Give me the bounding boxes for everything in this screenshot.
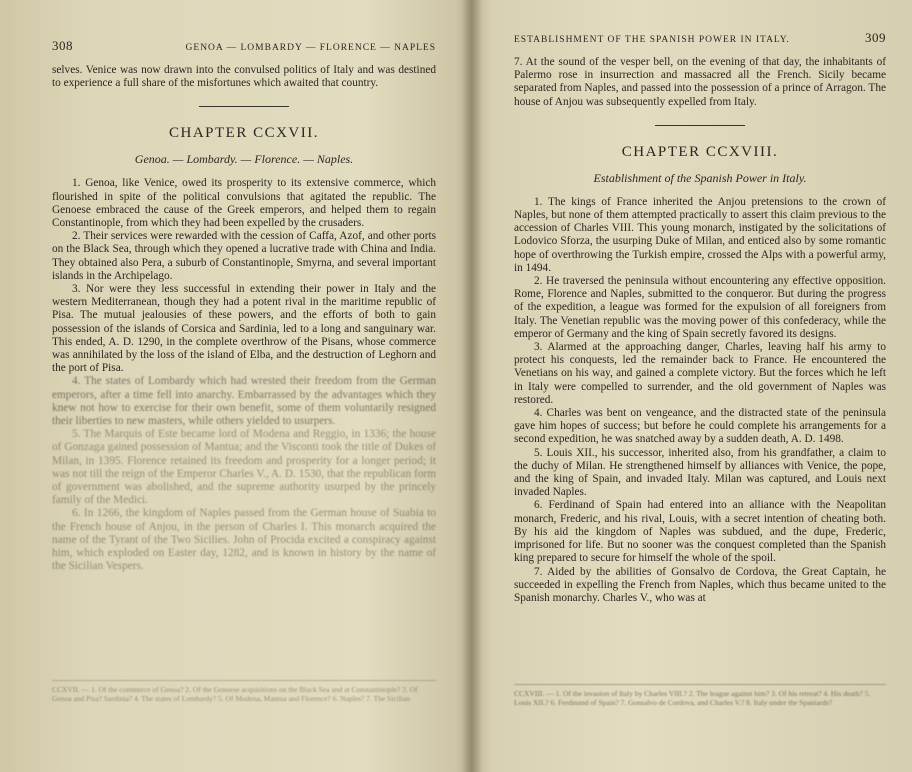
paragraph: 1. Genoa, like Venice, owed its prosperity to its extensive commerce, which flourished in spite of the political convulsions that agitated the republic. The Genoese embraced the cause of the Greek emperors, and helped them to regain Constantinople, from which they had been expelled by the crusaders. <box>52 177 436 230</box>
paragraph: 2. He traversed the peninsula without encountering any effective opposition. Rome, Florence and Naples, submitted to the conqueror. But during the progress of the expedition, a league was formed for the expulsion of all foreigners from Italy. The Venetian republic was the moving power of this confederacy, while the emperor of Germany and the king of Spain secretly favored its designs. <box>514 275 886 340</box>
right-running-title: ESTABLISHMENT OF THE SPANISH POWER IN ITALY. <box>514 35 790 45</box>
paragraph: 3. Alarmed at the approaching danger, Charles, leaving half his army to protect his conquests, led the remainder back to France. He encountered the Venetians on his way, and gained a complete victory. But the forces which he left in Italy were compelled to surrender, and the old government of Naples was restored. <box>514 341 886 406</box>
left-carry-over-text: selves. Venice was now drawn into the convulsed politics of Italy and was destined to experience a full share of the misfortunes which awaited that country. <box>52 64 436 90</box>
left-page-number: 308 <box>52 38 73 53</box>
right-chapter-heading: CHAPTER CCXVIII. <box>621 143 779 160</box>
right-running-head <box>514 30 886 46</box>
paragraph: 5. Louis XII., his successor, inherited also, from his grandfather, a claim to the duchy of Milan. He strengthened himself by alliances with Venice, the pope, and the king of Spain, and invaded Italy. Milan was captured, and Louis next invaded Naples. <box>514 446 886 499</box>
paragraph: 7. Aided by the abilities of Gonsalvo de Cordova, the Great Captain, he succeeded in expelling the French from Naples, which thus became united to the Spanish monarchy. Charles V., who was at <box>514 565 886 604</box>
paragraph: 3. Nor were they less successful in extending their power in Italy and the western Mediterranean, though they had a potent rival in the maritime republic of Pisa. The mutual jealousies of these powers, and the efforts of both to gain possession of the islands of Corsica and Sardinia, led to a long and sanguinary war. This ended, A. D. 1290, in the complete overthrow of the Pisans, whose commerce was annihilated by the loss of the island of Elba, and the destruction of Leghorn and the port of Pisa. <box>52 283 436 375</box>
paragraph: 6. Ferdinand of Spain had entered into an alliance with the Neapolitan monarch, Frederic, and his rival, Louis, with a secret intention of cheating both. By his aid the kingdom of Naples was subdued, and the dupe, Frederic, imprisoned for life. But no sooner was the conquest completed than the Spanish king prepared to secure for himself the whole of the spoil. <box>514 499 886 565</box>
paragraph: 4. Charles was bent on vengeance, and the distracted state of the peninsula gave him hopes of success; but before he could complete his arrangements for a second expedition, he was snatched away by a sudden death, A. D. 1498. <box>514 407 886 446</box>
paragraph: 1. The kings of France inherited the Anjou pretensions to the crown of Naples, but none of them attempted practically to assert this claim previous to the accession of Charles VIII. This young monarch, instigated by the solicitations of Lodovico Sforza, the usurping Duke of Milan, and enticed also by some romantic hope of overthrowing the Turkish empire, crossed the Alps with a powerful army, in 1494. <box>514 195 886 274</box>
right-chapter-subtitle: Establishment of the Spanish Power in Italy. <box>593 170 807 185</box>
right-carry-over-text: 7. At the sound of the vesper bell, on the evening of that day, the inhabitants of Palermo rose in insurrection and massacred all the French. Sicily became separated from Naples, and passed into the possession of a prince of Arragon. The house of Anjou was subsequently expelled from Italy. <box>514 56 886 108</box>
left-running-title: GENOA — LOMBARDY — FLORENCE — NAPLES <box>185 43 436 53</box>
left-running-head <box>52 38 436 54</box>
paragraph: 6. In 1266, the kingdom of Naples passed from the German house of Suabia to the French house of Anjou, in the person of Charles I. This monarch acquired the name of the Tyrant of the Two Sicilies. John of Procida excited a conspiracy against him, which exploded on Easter day, 1282, and is known in history by the name of the Sicilian Vespers. <box>52 507 436 573</box>
left-chapter-subtitle: Genoa. — Lombardy. — Florence. — Naples. <box>134 152 354 167</box>
left-footnote: CCXVII. — 1. Of the commerce of Genoa? 2. Of the Genoese acquisitions on the Black Sea and at Constantinople? 3. Of Genoa and Pisa? Sardinia? 4. The states of Lombardy? 5. Of Modena, Mantua and Florence? 6. Naples? 7. The Sicilian <box>52 680 436 703</box>
paragraph: 5. The Marquis of Este became lord of Modena and Reggio, in 1336; the house of Gonzaga gained possession of Mantua; and the Visconti took the title of Dukes of Milan, in 1395. Florence retained its freedom and prosperity for a longer period; it was not till the reign of the Emperor Charles V., A. D. 1530, that the republican form of government was abolished, and the supreme authority usurped by the princely family of the Medici. <box>52 428 436 507</box>
left-chapter-heading: CHAPTER CCXVII. <box>168 125 319 142</box>
right-page <box>478 0 912 772</box>
paragraph: 2. Their services were rewarded with the cession of Caffa, Azof, and other ports on the Black Sea, through which they opened a lucrative trade with China and India. They obtained also Pera, a suburb of Constantinople, Smyrna, and several important islands in the Archipelago. <box>52 230 436 282</box>
paragraph: 4. The states of Lombardy which had wrested their freedom from the German emperors, after a time fell into anarchy. Embarrassed by the advantages which they knew not how to exercise for their own benefit, some of them voluntarily resigned their liberties to new masters, while others yielded to usurpers. <box>52 375 436 428</box>
section-divider <box>199 106 289 107</box>
right-footnote: CCXVIII. — 1. Of the invasion of Italy by Charles VIII.? 2. The league against him? 3. Of his retreat? 4. His death? 5. Louis XII.? 6. Ferdinand of Spain? 7. Gonsalvo de Cordova, and Charles V.? 8. Italy under the Spaniards? <box>514 684 886 707</box>
right-page-number: 309 <box>865 30 886 45</box>
section-divider <box>655 125 745 126</box>
